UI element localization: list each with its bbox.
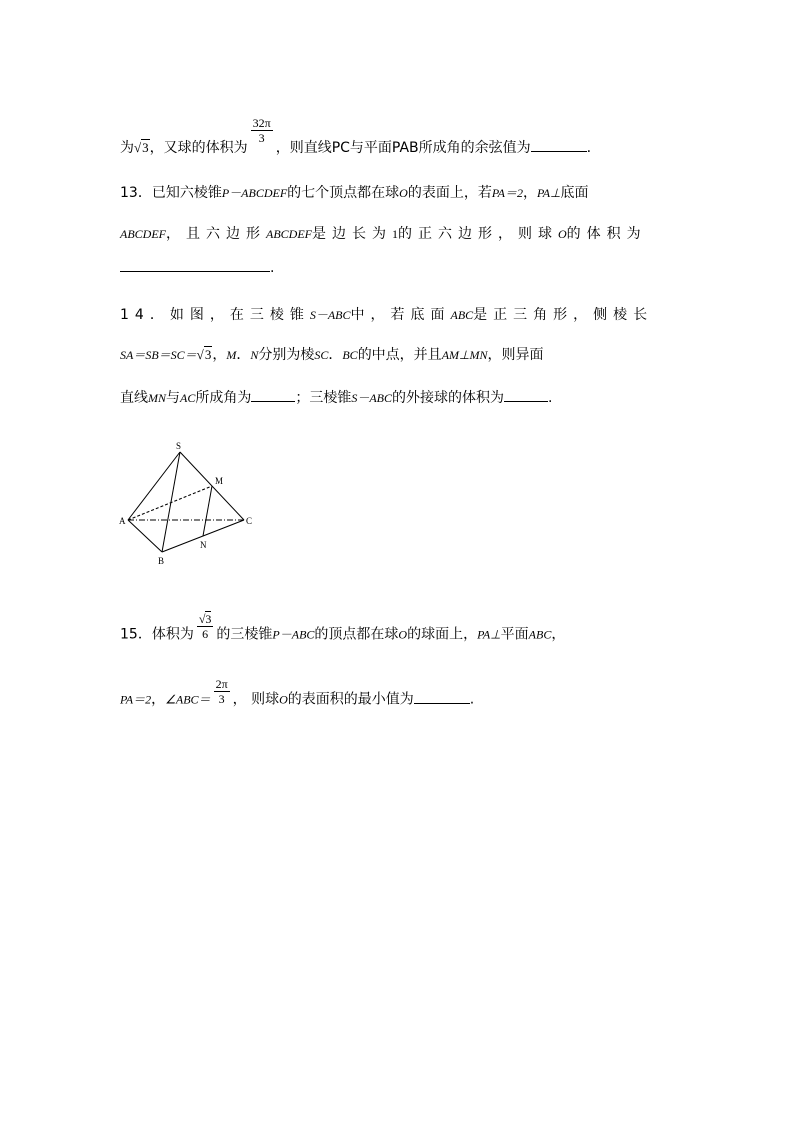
math: 1 — [392, 227, 398, 241]
angle-fraction: $\frac{2\pi}{3}$ — [215, 677, 228, 706]
q15-line-2: PA＝2，∠ABC＝ $\frac{2\pi}{3}$ ， 则球O的表面积的最小值为 . — [120, 677, 475, 708]
text: ，则直线PC与平面PAB所成角的余弦值为 — [275, 140, 531, 156]
continuation-line: 为√3，又球的体积为 $\frac{32\pi}{3}$ ，则直线PC与平面PAB所成角的余弦值为 . — [120, 116, 592, 156]
q15-line-1: 15．体积为 $\frac{√3}{6}$ 的三棱锥P－ABC的顶点都在球O的球面上，PA⊥平面ABC， — [120, 612, 566, 643]
answer-blank[interactable] — [414, 691, 470, 704]
volume-fraction: $\frac{√3}{6}$ — [198, 612, 212, 641]
math: SA＝SB＝SC＝ — [120, 348, 197, 362]
math: ABCDEF — [266, 227, 312, 241]
q14-line-2: SA＝SB＝SC＝√3，M．N分别为棱SC．BC的中点，并且AM⊥MN，则异面 — [120, 347, 544, 363]
question-number: 13． — [120, 185, 152, 201]
edge-AB — [128, 520, 162, 552]
answer-blank-angle[interactable] — [251, 389, 295, 402]
answer-blank-volume[interactable] — [504, 389, 548, 402]
q13-line-2: ABCDEF，且六边形ABCDEF是边长为1的正六边形，则球O的体积为 — [120, 226, 647, 242]
math: PA＝2 — [491, 186, 523, 200]
label-N: N — [200, 540, 207, 550]
question-number: 15． — [120, 626, 152, 643]
text: 为 — [120, 140, 134, 156]
math: P－ABCDEF — [221, 186, 288, 200]
label-C: C — [246, 516, 253, 526]
q13-line-1: 13．已知六棱锥P－ABCDEF的七个顶点都在球O的表面上，若PA＝2，PA⊥底面 — [120, 185, 589, 201]
math: ABCDEF — [120, 227, 166, 241]
question-number: 14． — [120, 307, 170, 323]
text: ，又球的体积为 — [149, 140, 248, 156]
math: O — [558, 227, 567, 241]
volume-fraction: $\frac{32\pi}{3}$ — [252, 116, 271, 145]
q13-line-3: . — [120, 258, 680, 278]
label-S: S — [176, 441, 182, 451]
math: ABC — [450, 308, 474, 322]
segment-MN — [203, 486, 212, 536]
math: PA⊥ — [536, 186, 561, 200]
math: O — [399, 186, 408, 200]
sqrt-3: √3 — [196, 347, 212, 362]
edge-SB — [162, 452, 180, 552]
label-M: M — [215, 476, 224, 486]
sqrt-3: √3 — [134, 140, 149, 155]
label-A: A — [119, 516, 126, 526]
answer-blank[interactable] — [531, 139, 587, 152]
q14-line-3: 直线MN与AC所成角为 ；三棱锥S－ABC的外接球的体积为 . — [120, 390, 553, 406]
tetrahedron-figure — [118, 440, 258, 570]
answer-blank[interactable] — [120, 259, 270, 272]
label-B: B — [158, 556, 165, 566]
math: S－ABC — [309, 308, 351, 322]
q14-line-1: 14．如图，在三棱锥S－ABC中，若底面ABC是正三角形，侧棱长 — [120, 307, 654, 323]
